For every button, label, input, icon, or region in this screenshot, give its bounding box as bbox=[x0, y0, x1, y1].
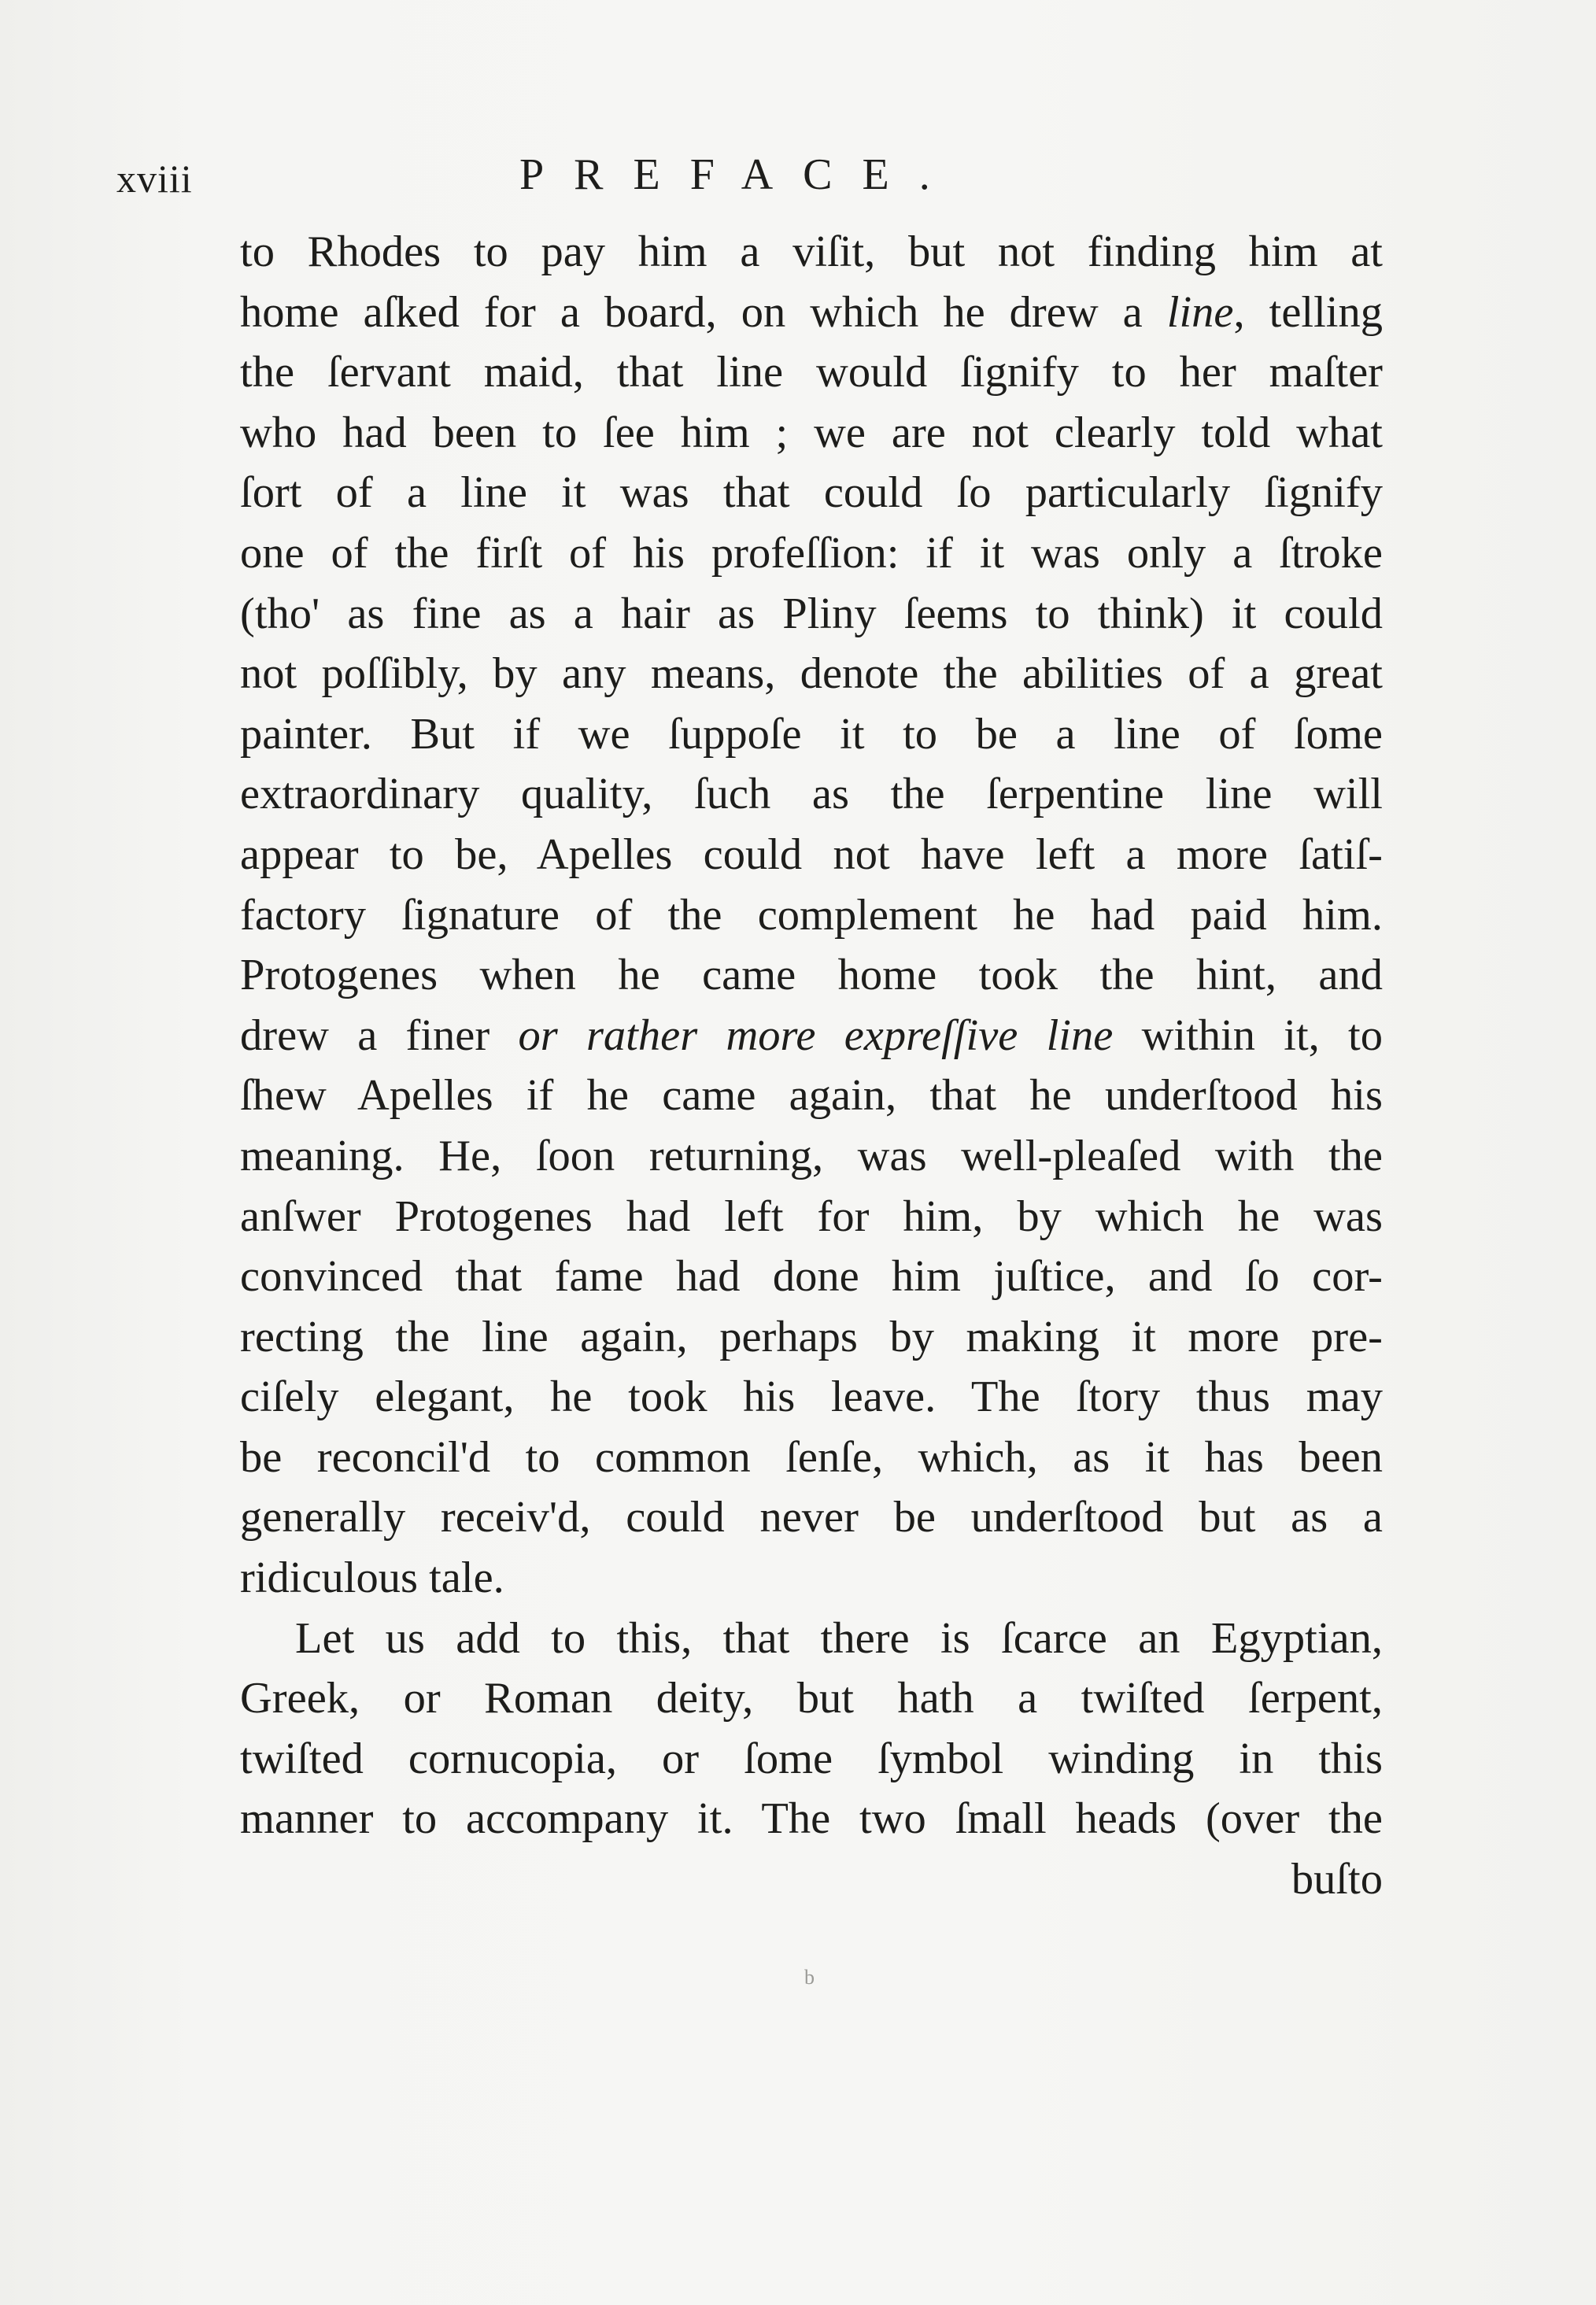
text-line: ſhew Apelles if he came again, that he underſtood his bbox=[240, 1071, 1383, 1121]
text-line: ciſely elegant, he took his leave. The ſtory thus may bbox=[240, 1372, 1383, 1422]
text-line: drew a finer or rather more expreſſive line within it, to bbox=[240, 1010, 1383, 1060]
text-line: (tho' as fine as a hair as Pliny ſeems to think) it could bbox=[240, 589, 1383, 638]
text-line: manner to accompany it. The two ſmall heads (over the bbox=[240, 1794, 1383, 1844]
text-line: convinced that fame had done him juſtice, and ſo cor- bbox=[240, 1252, 1383, 1302]
text-line: painter. But if we ſuppoſe it to be a line of ſome bbox=[240, 709, 1383, 759]
page-number: xviii bbox=[116, 157, 193, 201]
text-line: extraordinary quality, ſuch as the ſerpentine line will bbox=[240, 770, 1383, 819]
text-line: ridiculous tale. bbox=[240, 1553, 504, 1603]
text-line: meaning. He, ſoon returning, was well-pleaſed with the bbox=[240, 1131, 1383, 1180]
text-line: one of the firſt of his profeſſion: if it was only a ſtroke bbox=[240, 528, 1383, 578]
text-line: Let us add to this, that there is ſcarce an Egyptian, bbox=[295, 1613, 1383, 1663]
text-line: Greek, or Roman deity, but hath a twiſted ſerpent, bbox=[240, 1674, 1383, 1723]
text-line: factory ſignature of the complement he had paid him. bbox=[240, 890, 1383, 940]
text-line: anſwer Protogenes had left for him, by which he was bbox=[240, 1191, 1383, 1241]
text-line: be reconcil'd to common ſenſe, which, as it has been bbox=[240, 1432, 1383, 1482]
body-text bbox=[240, 222, 1383, 1910]
paragraph-1 bbox=[240, 222, 1383, 1609]
catchword: buſto bbox=[1291, 1855, 1383, 1904]
text-line: ſort of a line it was that could ſo particularly ſignify bbox=[240, 468, 1383, 518]
text-line: twiſted cornucopia, or ſome ſymbol winding in this bbox=[240, 1734, 1383, 1783]
text-line: the ſervant maid, that line would ſignify to her maſter bbox=[240, 348, 1383, 397]
text-line: generally receiv'd, could never be underſtood but as a bbox=[240, 1493, 1383, 1542]
text-line: appear to be, Apelles could not have left a more ſatiſ- bbox=[240, 829, 1383, 879]
page-header bbox=[0, 150, 1596, 212]
text-line: home aſked for a board, on which he drew a line, telling bbox=[240, 287, 1383, 337]
paragraph-2 bbox=[240, 1609, 1383, 1849]
text-line: Protogenes when he came home took the hint, and bbox=[240, 951, 1383, 1000]
text-line: who had been to ſee him ; we are not clearly told what bbox=[240, 408, 1383, 457]
running-title: PREFACE. bbox=[519, 150, 960, 199]
signature-mark: b bbox=[804, 1966, 815, 1989]
text-line: recting the line again, perhaps by making it more pre- bbox=[240, 1312, 1383, 1361]
text-line: not poſſibly, by any means, denote the abilities of a great bbox=[240, 649, 1383, 699]
text-line: to Rhodes to pay him a viſit, but not finding him at bbox=[240, 227, 1383, 276]
